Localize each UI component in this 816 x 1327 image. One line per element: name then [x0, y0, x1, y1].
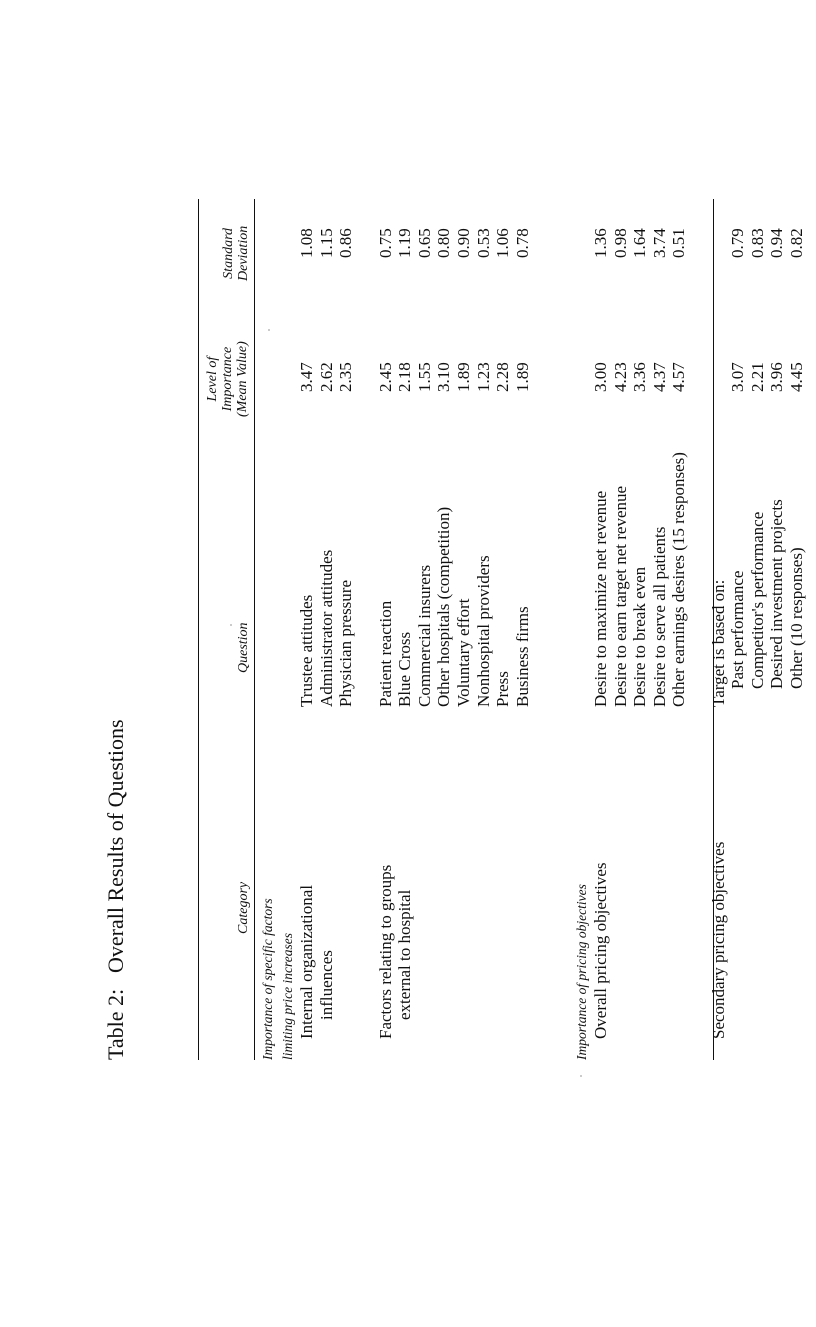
question-line: Commercial insurers	[414, 564, 434, 707]
sd-value	[258, 228, 278, 258]
sd-value: 0.83	[747, 228, 767, 258]
level-value: 2.35	[336, 362, 356, 392]
level-value: 2.18	[395, 362, 415, 392]
question-line	[258, 452, 278, 707]
category-line	[630, 842, 650, 1060]
category-line: Factors relating to groups	[375, 864, 395, 1039]
category-line	[434, 842, 454, 1060]
question-line: Voluntary effort	[453, 598, 473, 707]
question-line	[532, 452, 552, 707]
level-value: 1.89	[453, 362, 473, 392]
level-value: 4.37	[649, 362, 669, 392]
level-value: 4.57	[669, 362, 689, 392]
question-line: Desire to break even	[630, 566, 650, 707]
table-title	[103, 719, 129, 1060]
level-value	[689, 362, 709, 392]
level-value: 4.23	[610, 362, 630, 392]
question-column	[258, 452, 807, 707]
category-line: Importance of pricing objectives	[573, 884, 589, 1060]
sd-value	[532, 228, 552, 258]
category-line	[454, 842, 474, 1060]
category-line: limiting price increases	[279, 933, 295, 1060]
category-line	[650, 842, 670, 1060]
question-line	[356, 452, 376, 707]
header-sd-line2: Deviation	[236, 225, 251, 281]
level-value: 2.21	[747, 362, 767, 392]
sd-value	[552, 228, 572, 258]
question-line: Desired investment projects	[767, 499, 787, 689]
sd-value: 1.36	[591, 228, 611, 258]
sd-value	[356, 228, 376, 258]
category-line	[415, 842, 435, 1060]
question-line: Other hospitals (competition)	[434, 506, 454, 707]
header-category: Category	[236, 881, 251, 934]
level-value	[532, 362, 552, 392]
category-column	[258, 842, 807, 1060]
level-value: 3.00	[591, 362, 611, 392]
question-line: Other earnings desires (15 responses)	[669, 452, 689, 707]
question-line: Desire to serve all patients	[649, 526, 669, 707]
header-level-line2: Importance	[220, 346, 235, 412]
sd-value: 0.90	[453, 228, 473, 258]
level-value: 4.45	[787, 362, 807, 392]
sd-value: 1.19	[395, 228, 415, 258]
level-value: 3.96	[767, 362, 787, 392]
category-line	[728, 842, 748, 1060]
question-line: Past performance	[728, 570, 748, 689]
question-line	[278, 452, 298, 707]
top-rule	[198, 199, 199, 1060]
level-value: 3.07	[728, 362, 748, 392]
header-level-line1: Level of	[205, 356, 220, 402]
sd-value: 1.06	[493, 228, 513, 258]
category-line: Overall pricing objectives	[591, 862, 611, 1039]
sd-value: 1.08	[297, 228, 317, 258]
category-line	[356, 842, 376, 1060]
category-line	[474, 842, 494, 1060]
question-line: Trustee attitudes	[297, 594, 317, 707]
level-value: 3.47	[297, 362, 317, 392]
category-line	[552, 842, 572, 1060]
category-line	[611, 842, 631, 1060]
category-line: external to hospital	[395, 889, 415, 1020]
speck-mark	[268, 329, 270, 331]
header-rule	[254, 199, 255, 1060]
sd-value: 0.53	[473, 228, 493, 258]
level-value: 2.62	[316, 362, 336, 392]
category-line	[513, 842, 533, 1060]
sd-value: 0.94	[767, 228, 787, 258]
level-value	[709, 362, 729, 392]
header-question: Question	[236, 622, 251, 673]
category-line: Internal organizational	[297, 884, 317, 1039]
question-line: Administrator attitudes	[316, 549, 336, 707]
sd-value: 0.80	[434, 228, 454, 258]
sd-value	[278, 228, 298, 258]
question-line: Desire to maximize net revenue	[591, 490, 611, 707]
question-line: Target is based on:	[708, 579, 728, 707]
table-number: Table 2:	[103, 988, 128, 1060]
sd-value: 1.64	[630, 228, 650, 258]
sd-value: 3.74	[649, 228, 669, 258]
table-title-text: Overall Results of Questions	[103, 719, 128, 973]
level-value	[278, 362, 298, 392]
sd-value: 0.65	[414, 228, 434, 258]
sd-column	[258, 228, 807, 258]
question-line: Other (10 responses)	[787, 547, 807, 689]
header-level	[205, 341, 250, 417]
sd-value: 1.15	[316, 228, 336, 258]
category-line	[669, 842, 689, 1060]
sd-value: 0.78	[512, 228, 532, 258]
question-line: Patient reaction	[375, 600, 395, 707]
sd-value	[689, 228, 709, 258]
level-value	[258, 362, 278, 392]
sd-value: 0.51	[669, 228, 689, 258]
header-sd	[221, 226, 251, 281]
sd-value	[709, 228, 729, 258]
category-line	[748, 842, 768, 1060]
sd-value: 0.98	[610, 228, 630, 258]
category-line: Secondary pricing objectives	[708, 841, 728, 1039]
level-value: 2.28	[493, 362, 513, 392]
category-line	[787, 842, 807, 1060]
question-line: Blue Cross	[395, 631, 415, 707]
level-value	[356, 362, 376, 392]
level-value: 1.55	[414, 362, 434, 392]
level-value: 1.23	[473, 362, 493, 392]
question-line: Nonhospital providers	[473, 555, 493, 707]
sd-value: 0.79	[728, 228, 748, 258]
sd-value: 0.86	[336, 228, 356, 258]
speck-mark	[580, 1075, 582, 1077]
question-line: Physician pressure	[336, 579, 356, 707]
level-column	[258, 362, 807, 392]
speck-mark	[230, 624, 232, 626]
sd-value: 0.75	[375, 228, 395, 258]
question-line: Press	[493, 671, 513, 707]
sd-value: 0.82	[787, 228, 807, 258]
question-line	[572, 452, 592, 707]
question-line	[689, 452, 709, 707]
level-value: 2.45	[375, 362, 395, 392]
question-line: Business firms	[512, 606, 532, 707]
level-value	[572, 362, 592, 392]
question-line: Competitor's performance	[747, 511, 767, 689]
question-line	[552, 452, 572, 707]
header-level-line3: (Mean Value)	[235, 341, 250, 417]
category-line: influences	[316, 950, 336, 1020]
category-line	[336, 842, 356, 1060]
category-line: Importance of specific factors	[260, 898, 275, 1060]
category-line	[689, 842, 709, 1060]
level-value: 3.10	[434, 362, 454, 392]
sd-value	[572, 228, 592, 258]
level-value	[552, 362, 572, 392]
header-sd-line1: Standard	[221, 227, 236, 279]
category-line	[493, 842, 513, 1060]
level-value: 1.89	[512, 362, 532, 392]
category-line	[532, 842, 552, 1060]
question-line: Desire to earn target net revenue	[610, 485, 630, 707]
category-line	[767, 842, 787, 1060]
level-value: 3.36	[630, 362, 650, 392]
